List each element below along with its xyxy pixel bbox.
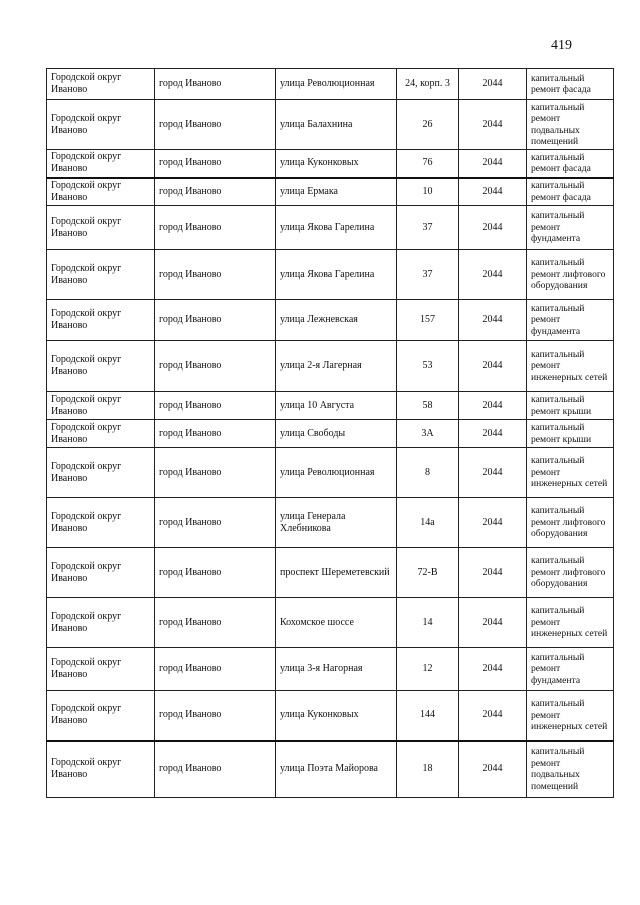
table-row <box>47 498 614 548</box>
street-cell: улица 10 Августа <box>276 392 397 420</box>
house-cell: 157 <box>397 300 459 341</box>
year-cell: 2044 <box>459 548 527 598</box>
house-cell: 10 <box>397 178 459 206</box>
table-row <box>47 69 614 100</box>
city-cell: город Иваново <box>155 206 276 250</box>
year-cell: 2044 <box>459 448 527 498</box>
house-cell: 14 <box>397 598 459 648</box>
district-cell: Городской округ Иваново <box>47 392 155 420</box>
table-row <box>47 741 614 798</box>
house-cell: 18 <box>397 741 459 798</box>
city-cell: город Иваново <box>155 300 276 341</box>
table-row <box>47 548 614 598</box>
district-cell: Городской округ Иваново <box>47 648 155 691</box>
table-row <box>47 206 614 250</box>
city-cell: город Иваново <box>155 69 276 100</box>
city-cell: город Иваново <box>155 100 276 150</box>
street-cell: улица Поэта Майорова <box>276 741 397 798</box>
street-cell: улица Куконковых <box>276 150 397 178</box>
street-cell: улица Куконковых <box>276 691 397 741</box>
district-cell: Городской округ Иваново <box>47 448 155 498</box>
table-row <box>47 420 614 448</box>
city-cell: город Иваново <box>155 420 276 448</box>
work-type-cell: капитальный ремонт фасада <box>527 178 614 206</box>
table-row <box>47 341 614 392</box>
house-cell: 3А <box>397 420 459 448</box>
table-row <box>47 150 614 178</box>
district-cell: Городской округ Иваново <box>47 341 155 392</box>
table-row <box>47 691 614 741</box>
house-cell: 58 <box>397 392 459 420</box>
year-cell: 2044 <box>459 420 527 448</box>
city-cell: город Иваново <box>155 691 276 741</box>
district-cell: Городской округ Иваново <box>47 548 155 598</box>
table-row <box>47 100 614 150</box>
district-cell: Городской округ Иваново <box>47 178 155 206</box>
house-cell: 37 <box>397 250 459 300</box>
year-cell: 2044 <box>459 498 527 548</box>
work-type-cell: капитальный ремонт инженерных сетей <box>527 598 614 648</box>
city-cell: город Иваново <box>155 648 276 691</box>
district-cell: Городской округ Иваново <box>47 150 155 178</box>
city-cell: город Иваново <box>155 392 276 420</box>
year-cell: 2044 <box>459 598 527 648</box>
city-cell: город Иваново <box>155 498 276 548</box>
page-number: 419 <box>551 38 572 53</box>
house-cell: 26 <box>397 100 459 150</box>
district-cell: Городской округ Иваново <box>47 691 155 741</box>
street-cell: улица Свободы <box>276 420 397 448</box>
table-row <box>47 178 614 206</box>
street-cell: улица Балахнина <box>276 100 397 150</box>
work-type-cell: капитальный ремонт инженерных сетей <box>527 448 614 498</box>
year-cell: 2044 <box>459 150 527 178</box>
work-type-cell: капитальный ремонт лифтового оборудования <box>527 250 614 300</box>
work-type-cell: капитальный ремонт инженерных сетей <box>527 341 614 392</box>
year-cell: 2044 <box>459 206 527 250</box>
table-row <box>47 448 614 498</box>
street-cell: улица 2-я Лагерная <box>276 341 397 392</box>
district-cell: Городской округ Иваново <box>47 206 155 250</box>
house-cell: 24, корп. 3 <box>397 69 459 100</box>
street-cell: улица Революционная <box>276 448 397 498</box>
street-cell: улица Ермака <box>276 178 397 206</box>
work-type-cell: капитальный ремонт фундамента <box>527 206 614 250</box>
district-cell: Городской округ Иваново <box>47 69 155 100</box>
work-type-cell: капитальный ремонт лифтового оборудования <box>527 498 614 548</box>
work-type-cell: капитальный ремонт фундамента <box>527 648 614 691</box>
table-row <box>47 250 614 300</box>
city-cell: город Иваново <box>155 741 276 798</box>
table-row <box>47 598 614 648</box>
work-type-cell: капитальный ремонт лифтового оборудования <box>527 548 614 598</box>
city-cell: город Иваново <box>155 250 276 300</box>
city-cell: город Иваново <box>155 178 276 206</box>
table-row <box>47 648 614 691</box>
year-cell: 2044 <box>459 392 527 420</box>
street-cell: проспект Шереметевский <box>276 548 397 598</box>
year-cell: 2044 <box>459 69 527 100</box>
street-cell: улица Генерала Хлебникова <box>276 498 397 548</box>
work-type-cell: капитальный ремонт подвальных помещений <box>527 100 614 150</box>
house-cell: 37 <box>397 206 459 250</box>
repair-registry-table <box>46 68 614 798</box>
house-cell: 72-В <box>397 548 459 598</box>
district-cell: Городской округ Иваново <box>47 598 155 648</box>
work-type-cell: капитальный ремонт фасада <box>527 150 614 178</box>
year-cell: 2044 <box>459 178 527 206</box>
district-cell: Городской округ Иваново <box>47 300 155 341</box>
house-cell: 53 <box>397 341 459 392</box>
year-cell: 2044 <box>459 341 527 392</box>
year-cell: 2044 <box>459 691 527 741</box>
street-cell: улица Якова Гарелина <box>276 206 397 250</box>
year-cell: 2044 <box>459 300 527 341</box>
house-cell: 76 <box>397 150 459 178</box>
work-type-cell: капитальный ремонт крыши <box>527 392 614 420</box>
work-type-cell: капитальный ремонт фундамента <box>527 300 614 341</box>
city-cell: город Иваново <box>155 341 276 392</box>
year-cell: 2044 <box>459 741 527 798</box>
table-row <box>47 392 614 420</box>
street-cell: улица Лежневская <box>276 300 397 341</box>
street-cell: Кохомское шоссе <box>276 598 397 648</box>
work-type-cell: капитальный ремонт крыши <box>527 420 614 448</box>
work-type-cell: капитальный ремонт фасада <box>527 69 614 100</box>
district-cell: Городской округ Иваново <box>47 420 155 448</box>
district-cell: Городской округ Иваново <box>47 250 155 300</box>
city-cell: город Иваново <box>155 150 276 178</box>
house-cell: 14а <box>397 498 459 548</box>
house-cell: 12 <box>397 648 459 691</box>
year-cell: 2044 <box>459 100 527 150</box>
street-cell: улица 3-я Нагорная <box>276 648 397 691</box>
city-cell: город Иваново <box>155 548 276 598</box>
district-cell: Городской округ Иваново <box>47 741 155 798</box>
work-type-cell: капитальный ремонт подвальных помещений <box>527 741 614 798</box>
street-cell: улица Революционная <box>276 69 397 100</box>
work-type-cell: капитальный ремонт инженерных сетей <box>527 691 614 741</box>
district-cell: Городской округ Иваново <box>47 100 155 150</box>
district-cell: Городской округ Иваново <box>47 498 155 548</box>
city-cell: город Иваново <box>155 448 276 498</box>
year-cell: 2044 <box>459 250 527 300</box>
city-cell: город Иваново <box>155 598 276 648</box>
year-cell: 2044 <box>459 648 527 691</box>
table-row <box>47 300 614 341</box>
house-cell: 8 <box>397 448 459 498</box>
house-cell: 144 <box>397 691 459 741</box>
street-cell: улица Якова Гарелина <box>276 250 397 300</box>
